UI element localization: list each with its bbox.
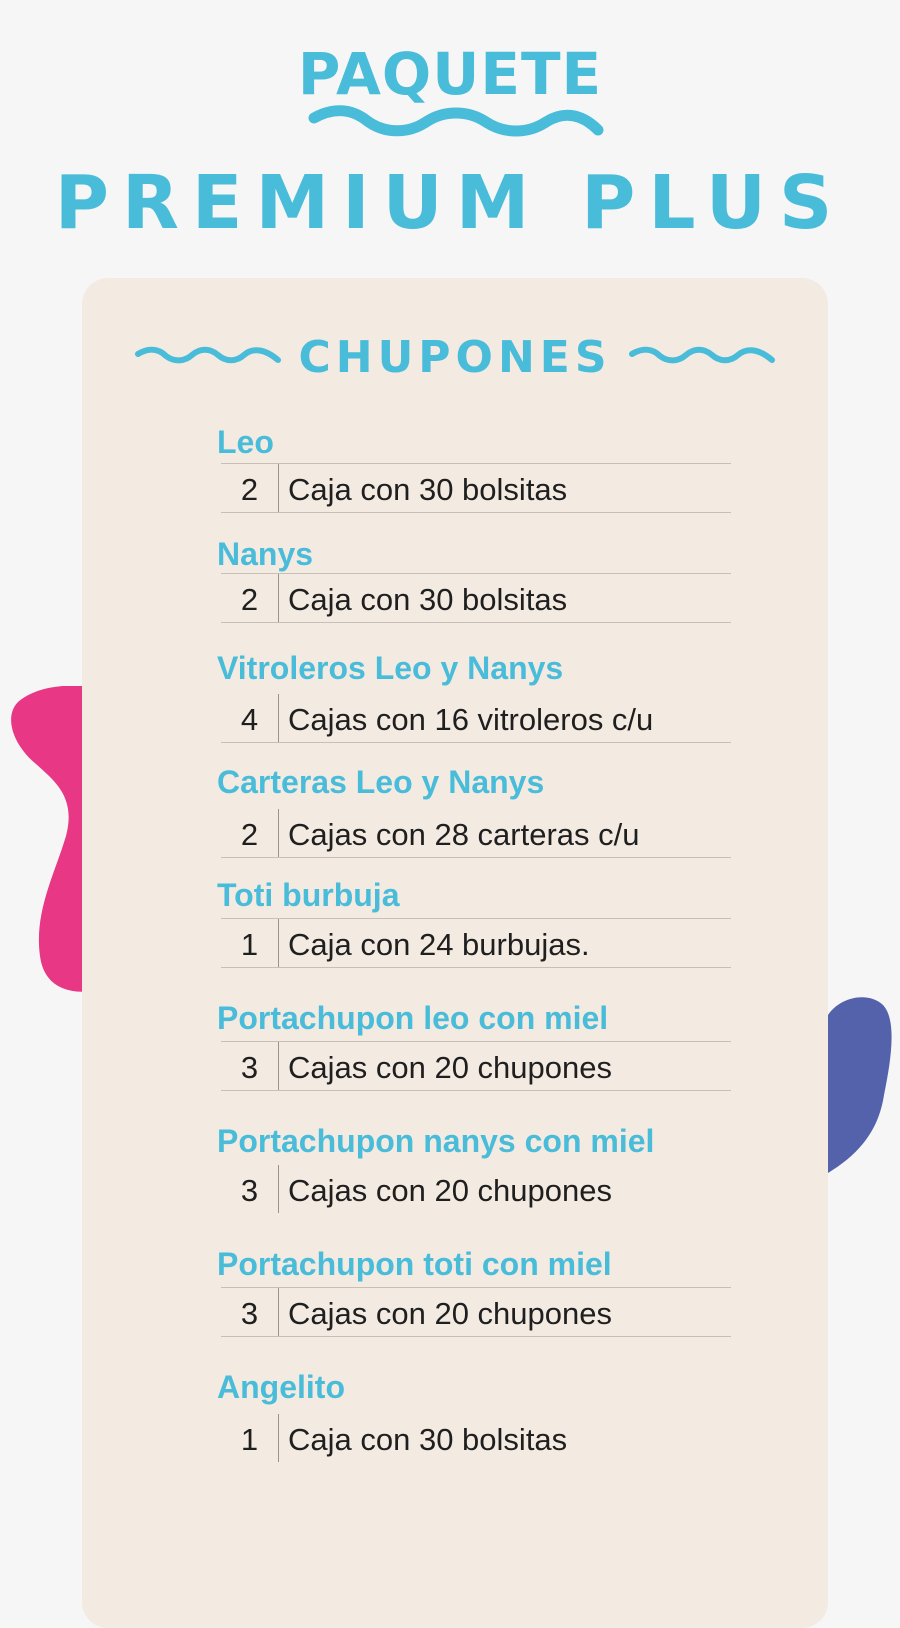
wave-underline-icon: [308, 104, 604, 144]
list-item: [217, 763, 817, 873]
item-quantity: 1: [221, 1414, 279, 1462]
list-item: [217, 1122, 817, 1232]
item-quantity: 3: [221, 1165, 279, 1213]
list-item: [217, 423, 817, 533]
item-row: [221, 1164, 731, 1214]
item-quantity: 3: [221, 1042, 279, 1090]
item-description: Cajas con 28 carteras c/u: [288, 817, 640, 852]
item-description: Cajas con 20 chupones: [288, 1173, 613, 1208]
product-card: [82, 278, 828, 1628]
item-quantity: 1: [221, 919, 279, 967]
item-row: [221, 918, 731, 968]
item-description: Cajas con 20 chupones: [288, 1050, 613, 1085]
item-name: Portachupon toti con miel: [217, 1246, 612, 1282]
item-quantity: 2: [221, 464, 279, 512]
item-row: [221, 463, 731, 513]
item-name: Angelito: [217, 1369, 345, 1405]
list-item: [217, 876, 817, 986]
item-row: [221, 1287, 731, 1337]
list-item: [217, 649, 817, 759]
item-row: [221, 1041, 731, 1091]
item-name: Portachupon nanys con miel: [217, 1123, 655, 1159]
wave-right-icon: [628, 344, 776, 366]
item-description: Caja con 30 bolsitas: [288, 472, 568, 507]
item-quantity: 2: [221, 809, 279, 857]
package-label: PAQUETE: [297, 40, 603, 108]
item-quantity: 4: [221, 694, 279, 742]
list-item: [217, 535, 817, 645]
section-title: CHUPONES: [298, 332, 612, 383]
blue-blob-shape: [828, 995, 893, 1175]
package-title: PREMIUM PLUS: [54, 160, 846, 246]
item-row: [221, 573, 731, 623]
pink-blob-shape: [6, 686, 86, 992]
item-row: [221, 808, 731, 858]
item-row: [221, 693, 731, 743]
item-name: Portachupon leo con miel: [217, 1000, 609, 1036]
item-quantity: 2: [221, 574, 279, 622]
item-name: Carteras Leo y Nanys: [217, 764, 545, 800]
item-name: Nanys: [217, 536, 314, 572]
item-description: Cajas con 20 chupones: [288, 1296, 613, 1331]
list-item: [217, 1368, 817, 1478]
item-description: Caja con 30 bolsitas: [288, 582, 568, 617]
item-name: Vitroleros Leo y Nanys: [217, 650, 564, 686]
item-description: Caja con 30 bolsitas: [288, 1422, 568, 1457]
item-description: Caja con 24 burbujas.: [288, 927, 590, 962]
item-name: Toti burbuja: [217, 877, 400, 913]
section-header: [82, 328, 828, 388]
list-item: [217, 1245, 817, 1355]
item-name: Leo: [217, 424, 274, 460]
item-row: [221, 1413, 731, 1463]
item-quantity: 3: [221, 1288, 279, 1336]
list-item: [217, 999, 817, 1109]
item-description: Cajas con 16 vitroleros c/u: [288, 702, 654, 737]
